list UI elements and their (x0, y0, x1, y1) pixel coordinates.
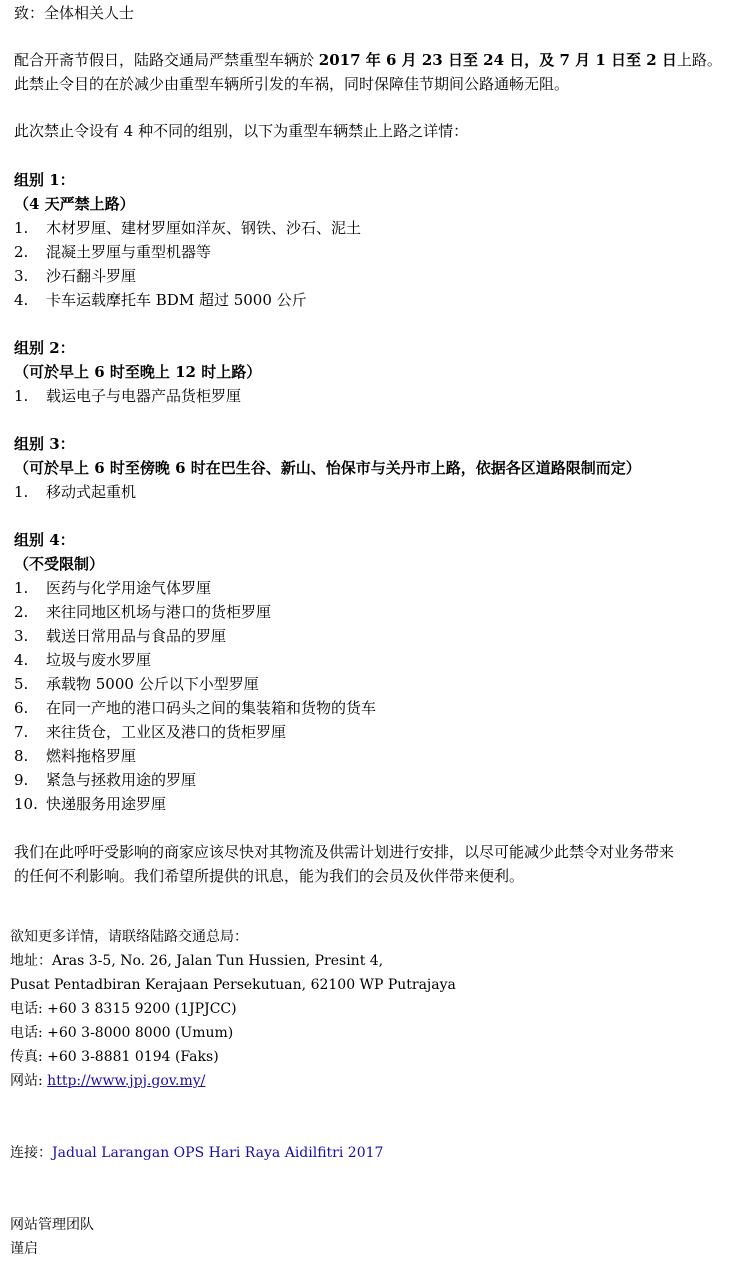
group-1-subtitle: （4 天严禁上路） (14, 195, 135, 213)
list-item: 4. 卡车运载摩托车 BDM 超过 5000 公斤 (14, 291, 307, 309)
list-item: 5. 承载物 5000 公斤以下小型罗厘 (14, 675, 259, 693)
contact-phone-1: 电话: +60 3 8315 9200 (1JPJCC) (10, 1001, 237, 1017)
address-line1: Aras 3-5, No. 26, Jalan Tun Hussien, Presint 4, (52, 953, 384, 969)
contact-address-line1 (10, 949, 383, 973)
group-1-title: 组别 1： (14, 171, 75, 189)
intro-paragraph-line2: 此禁止令目的在於减少由重型车辆所引发的车祸，同时保障佳节期间公路通畅无阻。 (14, 75, 570, 93)
intro-groups-summary: 此次禁止令设有 4 种不同的组别，以下为重型车辆禁止上路之详情： (14, 122, 469, 140)
list-item: 3. 载送日常用品与食品的罗厘 (14, 627, 227, 645)
website-link[interactable]: http://www.jpj.gov.my/ (47, 1073, 206, 1089)
intro-paragraph-line1 (14, 49, 722, 71)
list-item: 2. 混凝土罗厘与重型机器等 (14, 243, 212, 261)
website-label: 网站: (10, 1073, 48, 1089)
schedule-link[interactable]: Jadual Larangan OPS Hari Raya Aidilfitri 2017 (52, 1145, 384, 1161)
related-link-label: 连接： (10, 1145, 52, 1161)
contact-address-line2: Pusat Pentadbiran Kerajaan Persekutuan, 62100 WP Putrajaya (10, 977, 456, 993)
list-item: 4. 垃圾与废水罗厘 (14, 651, 152, 669)
list-item: 1. 移动式起重机 (14, 483, 137, 501)
signoff-closing: 谨启 (10, 1241, 38, 1257)
list-item: 7. 来往货仓，工业区及港口的货柜罗厘 (14, 723, 287, 741)
group-2-title: 组别 2： (14, 339, 75, 357)
group-3-title: 组别 3： (14, 435, 75, 453)
intro-text-c: 上路。 (676, 51, 722, 69)
list-item: 2. 来往同地区机场与港口的货柜罗厘 (14, 603, 272, 621)
intro-text-a: 配合开斋节假日，陆路交通局严禁重型车辆於 (14, 51, 319, 69)
contact-phone-2: 电话: +60 3-8000 8000 (Umum) (10, 1025, 234, 1041)
contact-website (10, 1069, 205, 1093)
related-link-row (10, 1141, 383, 1165)
signoff-team: 网站管理团队 (10, 1217, 94, 1233)
list-item: 8. 燃料拖格罗厘 (14, 747, 137, 765)
group-3-subtitle: （可於早上 6 时至傍晚 6 时在巴生谷、新山、怡保市与关丹市上路，依据各区道路限制而定） (14, 459, 641, 477)
group-4-subtitle: （不受限制） (14, 555, 105, 573)
group-2-subtitle: （可於早上 6 时至晚上 12 时上路） (14, 363, 262, 381)
list-item: 10. 快递服务用途罗厘 (14, 795, 167, 813)
list-item: 3. 沙石翻斗罗厘 (14, 267, 137, 285)
closing-line2: 的任何不利影响。我们希望所提供的讯息，能为我们的会员及伙伴带来便利。 (14, 867, 525, 885)
list-item: 6. 在同一产地的港口码头之间的集装箱和货物的货车 (14, 699, 377, 717)
greeting: 致：全体相关人士 (14, 4, 135, 22)
contact-heading: 欲知更多详情，请联络陆路交通总局： (10, 929, 248, 945)
list-item: 9. 紧急与拯救用途的罗厘 (14, 771, 197, 789)
address-label: 地址： (10, 953, 52, 969)
intro-dates: 2017 年 6 月 23 日至 24 日，及 7 月 1 日至 2 日 (318, 51, 677, 69)
closing-line1: 我们在此呼吁受影响的商家应该尽快对其物流及供需计划进行安排，以尽可能减少此禁令对业务带来 (14, 843, 675, 861)
list-item: 1. 载运电子与电器产品货柜罗厘 (14, 387, 242, 405)
list-item: 1. 木材罗厘、建材罗厘如洋灰、钢铁、沙石、泥土 (14, 219, 362, 237)
contact-fax: 传真: +60 3-8881 0194 (Faks) (10, 1049, 219, 1065)
group-4-title: 组别 4： (14, 531, 75, 549)
list-item: 1. 医药与化学用途气体罗厘 (14, 579, 212, 597)
